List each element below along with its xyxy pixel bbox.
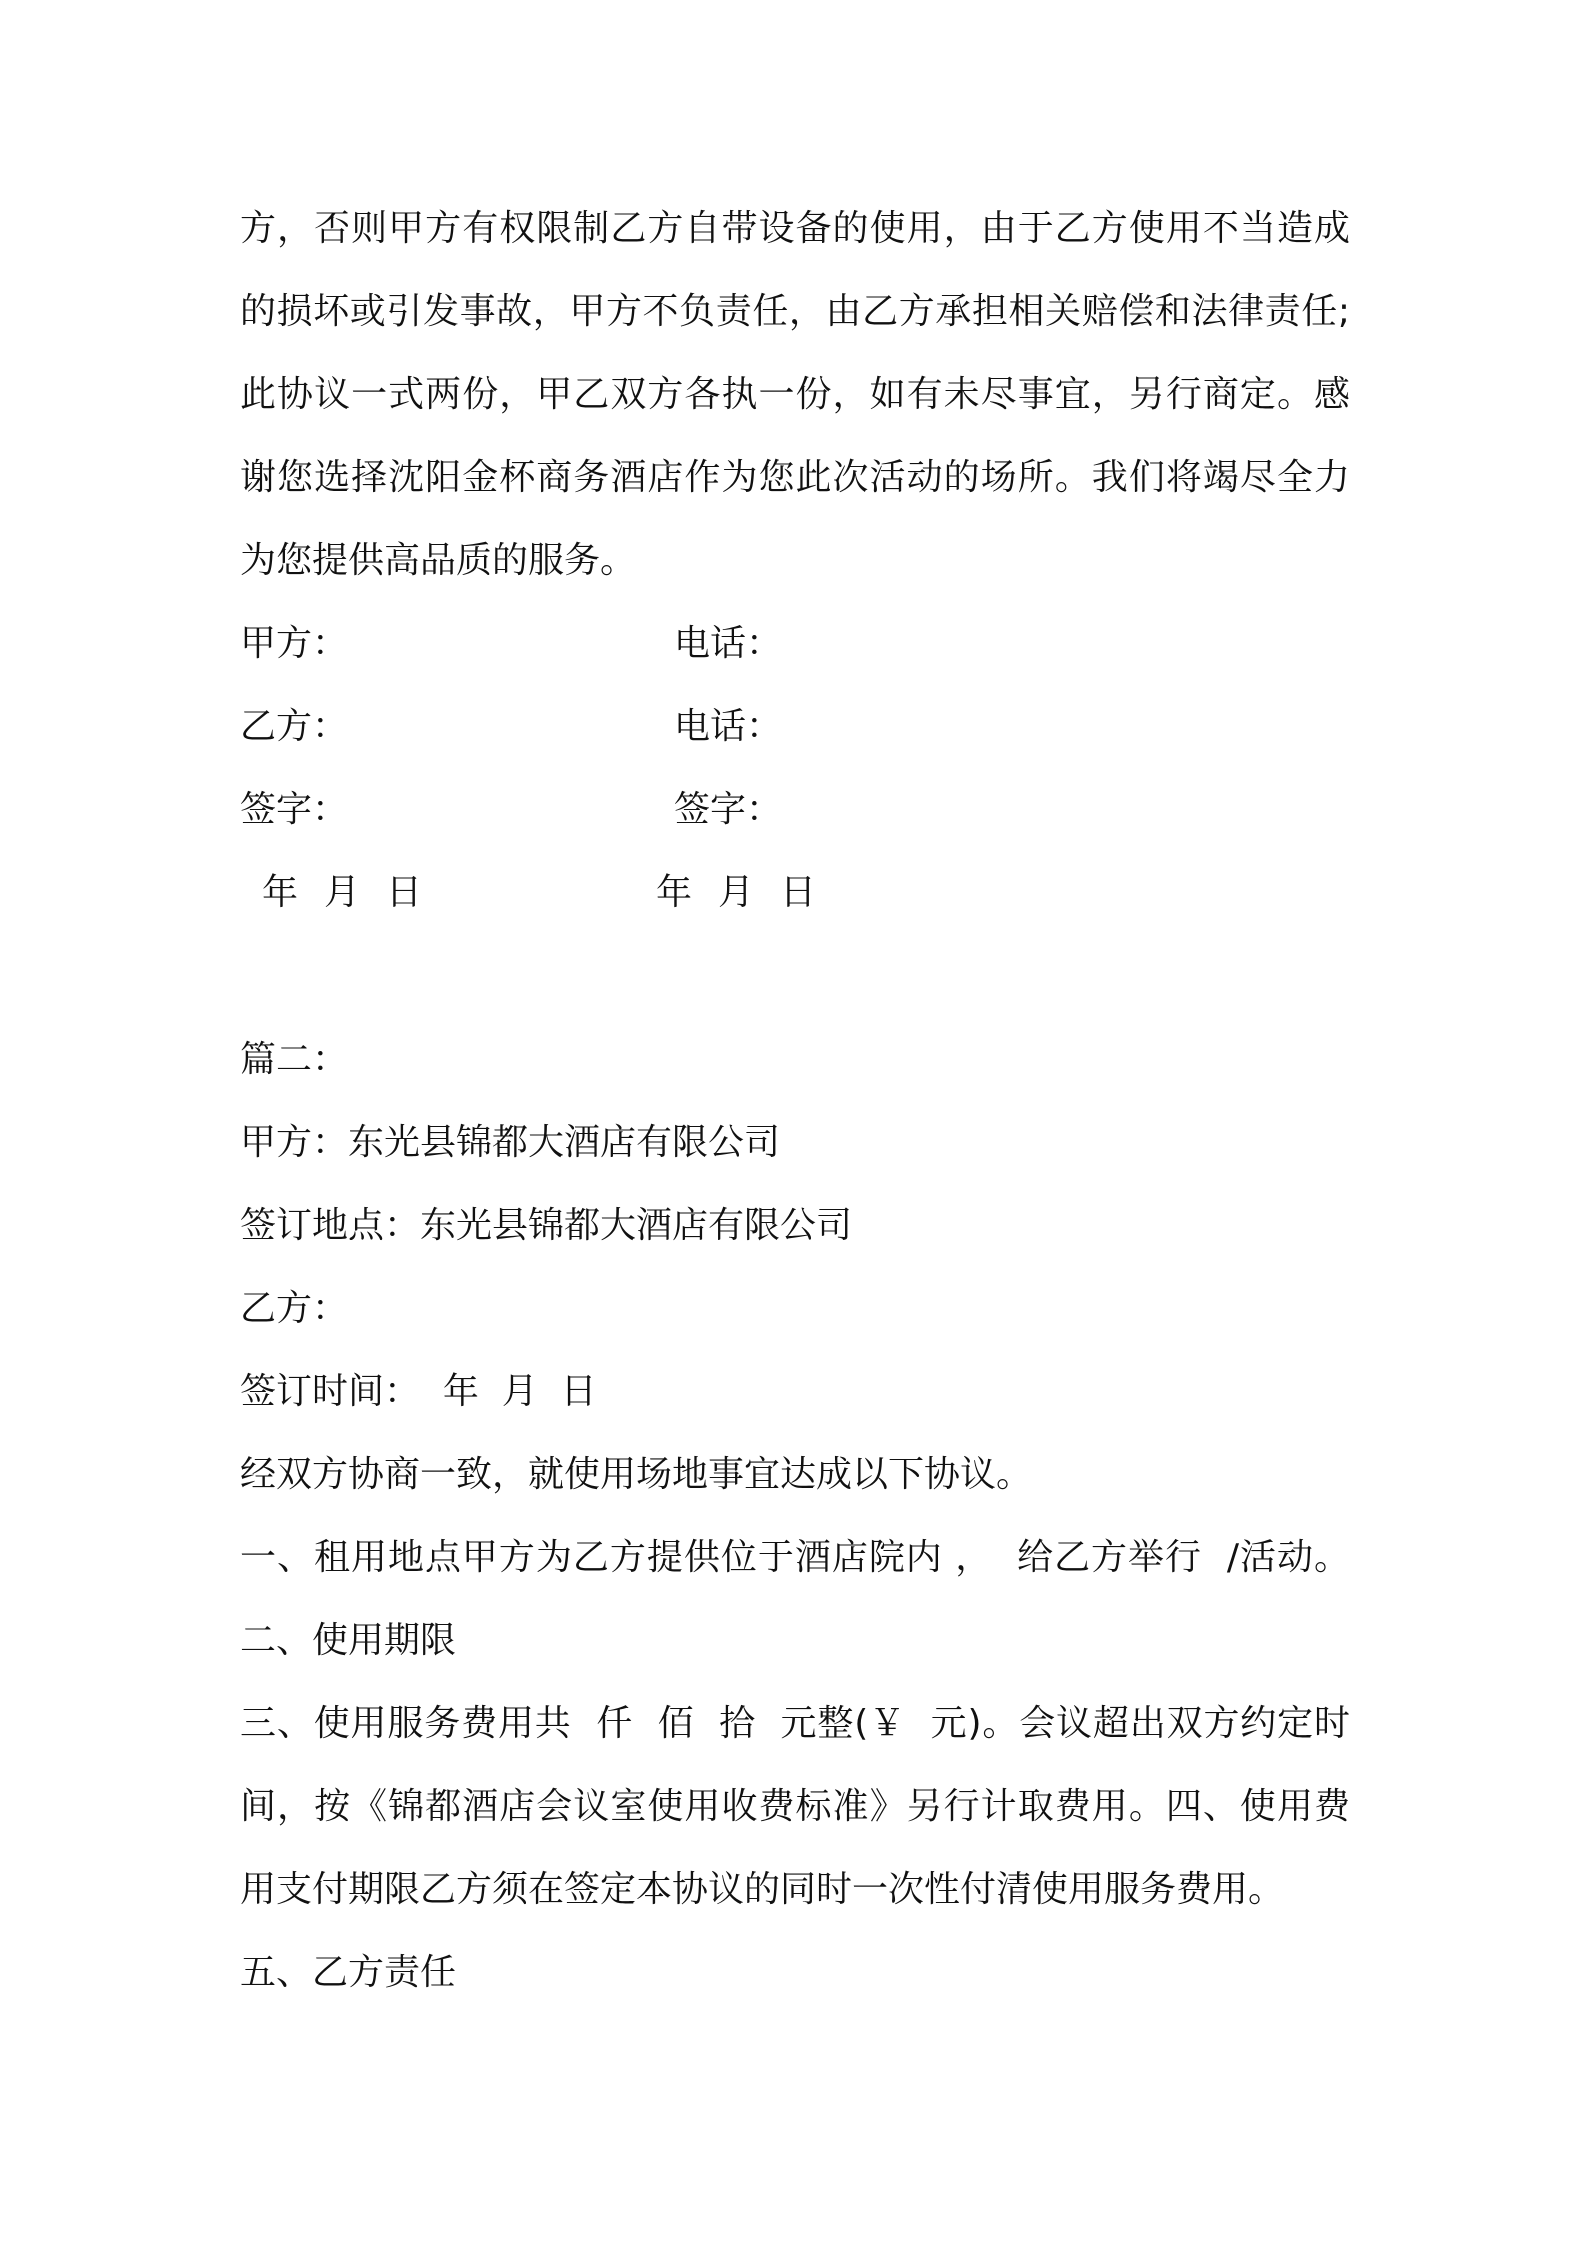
section-heading: 篇二： <box>240 1039 349 1080</box>
date-year: 年 <box>262 872 299 913</box>
party-b-label: 乙方： <box>240 706 349 747</box>
phone-label: 电话： <box>674 623 783 664</box>
date-year: 年 <box>656 872 693 913</box>
phone-label: 电话： <box>674 706 783 747</box>
party-b-line: 乙方： <box>240 1288 349 1329</box>
paragraph-line: 此协议一式两份，甲乙双方各执一份，如有未尽事宜，另行商定。感 <box>240 374 1350 415</box>
clause-line: 三、使用服务费用共 仟 佰 拾 元整(￥ 元)。会议超出双方约定时 <box>240 1703 1350 1744</box>
paragraph-line: 为您提供高品质的服务。 <box>240 540 637 581</box>
clause-line: 用支付期限乙方须在签定本协议的同时一次性付清使用服务费用。 <box>240 1869 1285 1910</box>
party-a-line: 甲方：东光县锦都大酒店有限公司 <box>240 1122 781 1163</box>
sign-label: 签字： <box>674 789 783 830</box>
date-line-left <box>262 869 422 917</box>
date-day: 日 <box>780 872 817 913</box>
signing-place-line: 签订地点：东光县锦都大酒店有限公司 <box>240 1205 853 1246</box>
date-month: 月 <box>324 872 361 913</box>
date-line-right <box>656 869 816 917</box>
date-day: 日 <box>386 872 423 913</box>
sign-label: 签字： <box>240 789 349 830</box>
clause-line: 五、乙方责任 <box>240 1952 457 1993</box>
clause-line: 间，按《锦都酒店会议室使用收费标准》另行计取费用。四、使用费 <box>240 1786 1350 1827</box>
date-month: 月 <box>718 872 755 913</box>
signing-time-line: 签订时间： 年 月 日 <box>240 1371 597 1412</box>
paragraph-line: 方，否则甲方有权限制乙方自带设备的使用，由于乙方使用不当造成 <box>240 208 1350 249</box>
intro-line: 经双方协商一致，就使用场地事宜达成以下协议。 <box>240 1454 1033 1495</box>
clause-line: 二、使用期限 <box>240 1620 457 1661</box>
paragraph-line: 的损坏或引发事故，甲方不负责任，由乙方承担相关赔偿和法律责任; <box>240 291 1350 332</box>
clause-line: 一、租用地点甲方为乙方提供位于酒店院内 ， 给乙方举行 /活动。 <box>240 1537 1350 1578</box>
party-a-label: 甲方： <box>240 623 349 664</box>
paragraph-line: 谢您选择沈阳金杯商务酒店作为您此次活动的场所。我们将竭尽全力 <box>240 457 1350 498</box>
